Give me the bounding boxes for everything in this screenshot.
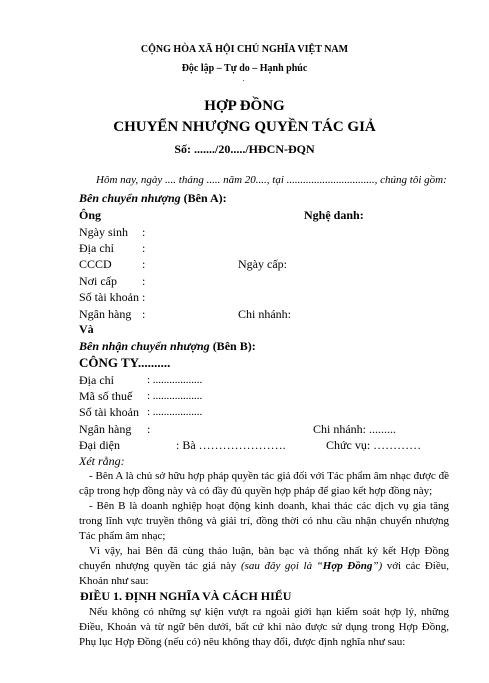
- party-a-branch-label: Chi nhánh:: [238, 307, 291, 321]
- party-a-dob-colon: :: [142, 225, 146, 239]
- divider-dot: [243, 80, 244, 81]
- party-b-branch-label: Chi nhánh: .........: [313, 422, 396, 436]
- party-a-account-label: Số tài khoản: [79, 290, 139, 304]
- party-b-heading: [79, 339, 256, 354]
- contract-title: HỢP ĐỒNG: [204, 98, 285, 114]
- party-b-tax-label: Mã số thuế: [79, 389, 133, 403]
- party-b-bank-value: :: [147, 422, 151, 436]
- recital-3-end: với các Điều, Khoản như sau:: [79, 560, 449, 587]
- recital-3-italic: (sau đây gọi là “: [240, 560, 323, 572]
- party-a-issue-place-label: Nơi cấp: [79, 274, 117, 288]
- party-a-stage-name-label: Nghệ danh:: [304, 208, 364, 222]
- recital-3-italic-end: ”): [372, 560, 383, 572]
- party-b-rep-value: : Bà ………………….: [176, 438, 286, 452]
- recital-3: [79, 544, 449, 589]
- party-a-heading: [79, 191, 227, 206]
- party-b-tax-value: : ..................: [147, 390, 203, 402]
- party-b-address-value: : ..................: [147, 374, 203, 386]
- party-b-address-label: Địa chỉ: [79, 373, 114, 387]
- article-1-heading: ĐIỀU 1. ĐỊNH NGHĨA VÀ CÁCH HIỂU: [80, 589, 292, 603]
- recitals-heading: Xét rằng:: [79, 454, 125, 468]
- party-a-name-label: Ông: [79, 208, 102, 222]
- party-b-position-label: Chức vụ: …………: [326, 438, 422, 452]
- party-b-heading-italic: Bên nhận chuyển nhượng: [79, 339, 210, 353]
- party-a-id-colon: :: [142, 257, 146, 271]
- contract-number: Số: ......./20...../HĐCN-ĐQN: [174, 142, 315, 156]
- party-a-heading-italic: Bên chuyển nhượng: [79, 191, 181, 205]
- recital-3-start: Vì vậy, hai Bên đã cùng thảo luận, bàn bạc và thống nhất ký kết Hợp Đồng chuyển nhượng quyền tác giả này: [79, 545, 449, 572]
- article-1-body: Nếu không có những sự kiện vượt ra ngoài giới hạn kiểm soát hợp lý, những Điều, Khoản và từ ngữ bên dưới, bất cứ khi nào được sử dụng trong Hợp Đồng, Phụ lục Hợp Đồng (nếu có) nêu không thay đổi, được định nghĩa như sau:: [79, 606, 449, 648]
- party-a-issue-date-label: Ngày cấp:: [238, 257, 287, 271]
- motto: Độc lập – Tự do – Hạnh phúc: [181, 63, 308, 74]
- and-word: Và: [79, 322, 94, 336]
- party-b-company: CÔNG TY..........: [79, 355, 171, 370]
- party-a-address-label: Địa chỉ: [79, 241, 114, 255]
- party-a-address-colon: :: [142, 241, 146, 255]
- party-a-heading-suffix: (Bên A):: [180, 191, 227, 205]
- contract-subtitle: CHUYỂN NHƯỢNG QUYỀN TÁC GIẢ: [113, 119, 376, 135]
- party-b-bank-label: Ngân hàng: [79, 422, 132, 436]
- party-a-id-label: CCCD: [79, 257, 112, 271]
- party-a-account-colon: :: [142, 290, 146, 304]
- national-title: CỘNG HÒA XÃ HỘI CHỦ NGHĨA VIỆT NAM: [140, 44, 349, 55]
- recital-2: - Bên B là doanh nghiệp hoạt động kinh doanh, khai thác các dịch vụ gia tăng trong lĩnh vực truyền thông và giải trí, đồng thời có nhu cầu nhận chuyển nhượng Tác phẩm âm nhạc;: [79, 500, 449, 542]
- party-b-account-label: Số tài khoản: [79, 405, 139, 419]
- party-b-account-value: : ..................: [147, 406, 203, 418]
- recital-3-defined-term: Hợp Đồng: [322, 560, 373, 572]
- recital-1: - Bên A là chủ sở hữu hợp pháp quyền tác giả đối với Tác phẩm âm nhạc được đề cập trong hợp đồng này và có đầy đủ quyền hợp pháp để giao kết hợp đồng này;: [79, 470, 449, 497]
- party-a-bank-colon: :: [142, 307, 146, 321]
- party-b-rep-label: Đại diện: [79, 438, 120, 452]
- party-a-bank-label: Ngân hàng: [79, 307, 132, 321]
- party-b-heading-suffix: (Bên B):: [209, 339, 256, 353]
- party-a-dob-label: Ngày sinh: [79, 225, 128, 239]
- party-a-issue-place-colon: :: [142, 274, 146, 288]
- contract-intro: Hôm nay, ngày .... tháng ..... năm 20...., tại ................................, chúng tôi gồm:: [96, 174, 447, 186]
